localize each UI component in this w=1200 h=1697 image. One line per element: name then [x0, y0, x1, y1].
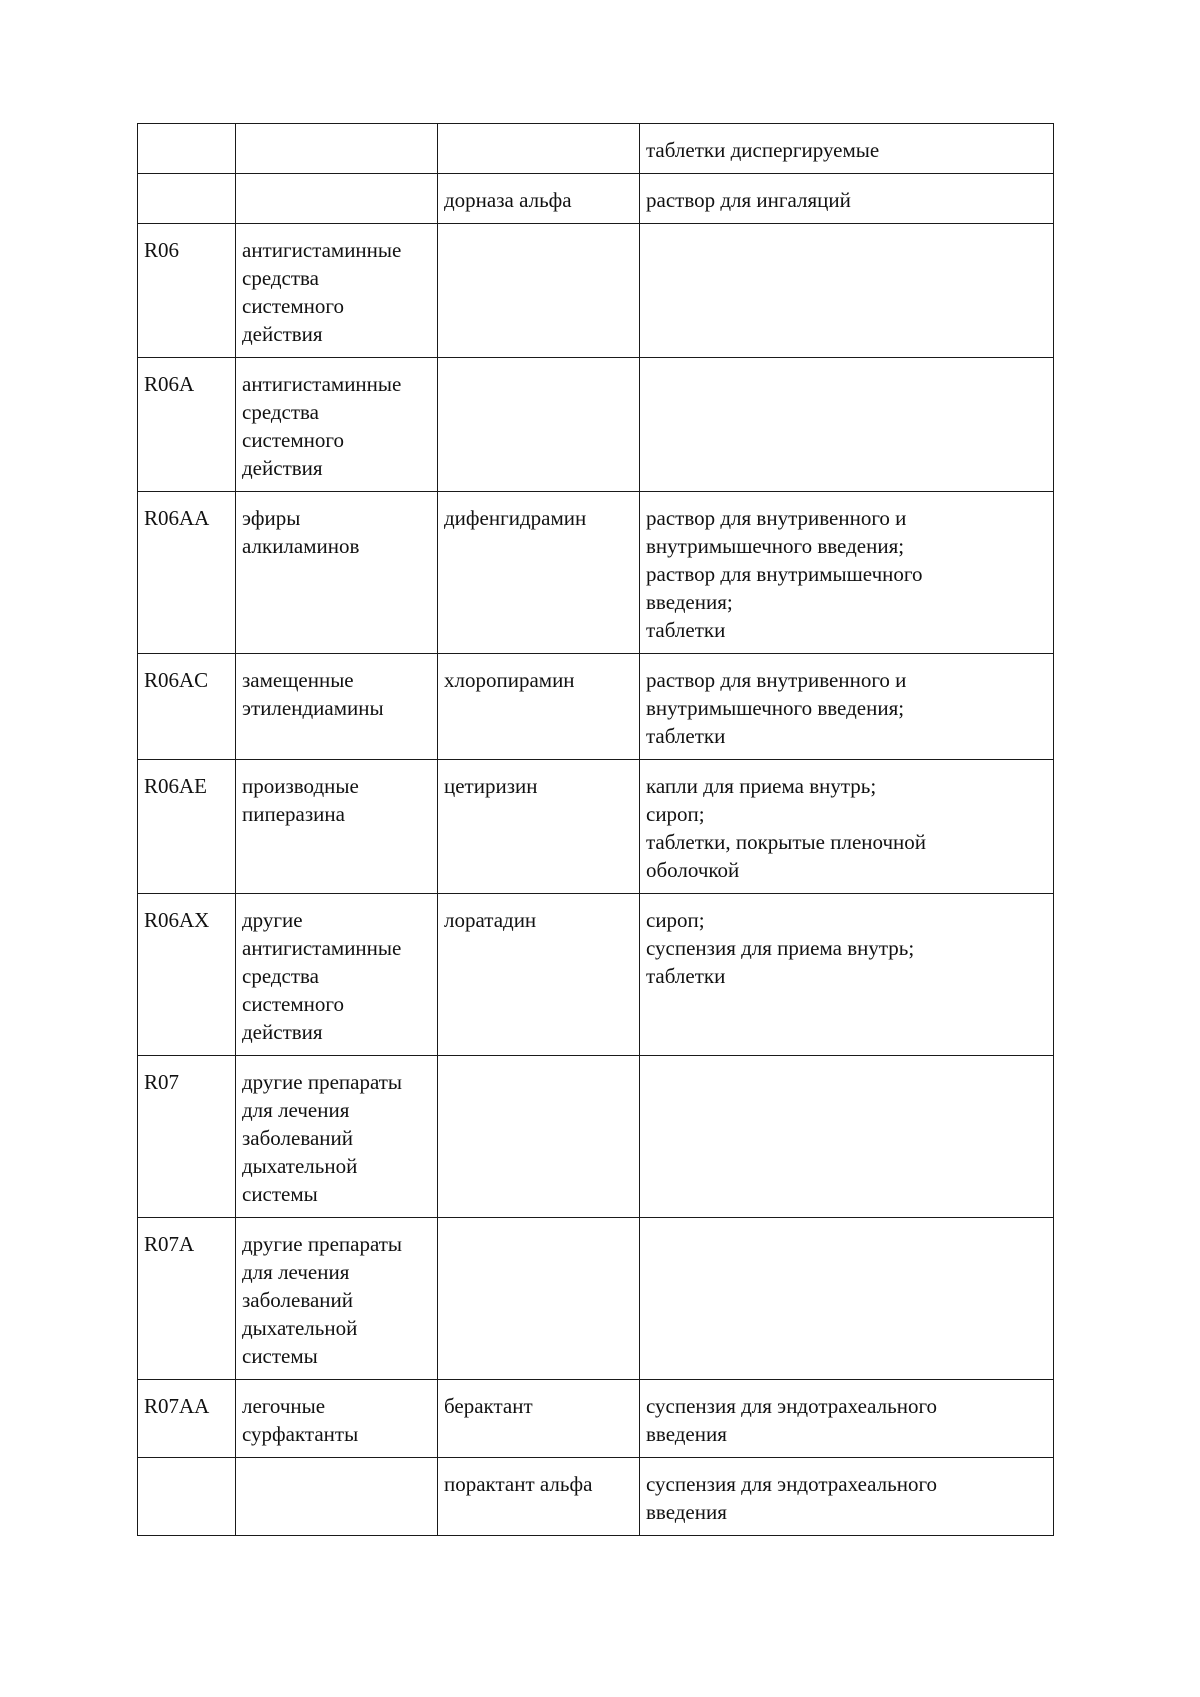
group-cell: другие антигистаминные средства системного действия: [236, 894, 438, 1056]
table-row: [138, 492, 1054, 654]
table-row: [138, 174, 1054, 224]
drug-name-cell: [438, 1218, 640, 1380]
group-cell: легочные сурфактанты: [236, 1380, 438, 1458]
atc-code-cell: R06AC: [138, 654, 236, 760]
dosage-form-cell: [640, 358, 1054, 492]
dosage-form-cell: суспензия для эндотрахеального введения: [640, 1380, 1054, 1458]
drug-name-cell: [438, 124, 640, 174]
dosage-form-cell: [640, 224, 1054, 358]
table-row: [138, 894, 1054, 1056]
dosage-form-cell: [640, 1056, 1054, 1218]
table-row: [138, 358, 1054, 492]
table-row: [138, 224, 1054, 358]
group-cell: замещенные этилендиамины: [236, 654, 438, 760]
group-cell: антигистаминные средства системного действия: [236, 224, 438, 358]
group-cell: [236, 1458, 438, 1536]
dosage-form-cell: [640, 1218, 1054, 1380]
dosage-form-cell: капли для приема внутрь; сироп; таблетки, покрытые пленочной оболочкой: [640, 760, 1054, 894]
atc-code-cell: R06: [138, 224, 236, 358]
dosage-form-cell: раствор для внутривенного и внутримышечного введения; раствор для внутримышечного введения; таблетки: [640, 492, 1054, 654]
drug-name-cell: лоратадин: [438, 894, 640, 1056]
atc-code-cell: R07AA: [138, 1380, 236, 1458]
group-cell: другие препараты для лечения заболеваний дыхательной системы: [236, 1056, 438, 1218]
table-row: [138, 1380, 1054, 1458]
atc-code-cell: R06AX: [138, 894, 236, 1056]
atc-code-cell: [138, 174, 236, 224]
group-cell: [236, 124, 438, 174]
group-cell: другие препараты для лечения заболеваний дыхательной системы: [236, 1218, 438, 1380]
group-cell: [236, 174, 438, 224]
table-row: [138, 760, 1054, 894]
drug-name-cell: [438, 224, 640, 358]
group-cell: антигистаминные средства системного действия: [236, 358, 438, 492]
drug-name-cell: порактант альфа: [438, 1458, 640, 1536]
table-row: [138, 1218, 1054, 1380]
atc-code-cell: R07A: [138, 1218, 236, 1380]
drug-table: [137, 123, 1054, 1536]
atc-code-cell: [138, 1458, 236, 1536]
table-row: [138, 1458, 1054, 1536]
dosage-form-cell: таблетки диспергируемые: [640, 124, 1054, 174]
group-cell: эфиры алкиламинов: [236, 492, 438, 654]
drug-name-cell: цетиризин: [438, 760, 640, 894]
drug-name-cell: дифенгидрамин: [438, 492, 640, 654]
table-row: [138, 654, 1054, 760]
atc-code-cell: R07: [138, 1056, 236, 1218]
dosage-form-cell: сироп; суспензия для приема внутрь; таблетки: [640, 894, 1054, 1056]
dosage-form-cell: раствор для внутривенного и внутримышечного введения; таблетки: [640, 654, 1054, 760]
atc-code-cell: R06AE: [138, 760, 236, 894]
drug-name-cell: берактант: [438, 1380, 640, 1458]
atc-code-cell: R06A: [138, 358, 236, 492]
drug-name-cell: дорназа альфа: [438, 174, 640, 224]
atc-code-cell: [138, 124, 236, 174]
drug-name-cell: [438, 358, 640, 492]
group-cell: производные пиперазина: [236, 760, 438, 894]
drug-name-cell: [438, 1056, 640, 1218]
table-row: [138, 124, 1054, 174]
table-row: [138, 1056, 1054, 1218]
atc-code-cell: R06AA: [138, 492, 236, 654]
drug-name-cell: хлоропирамин: [438, 654, 640, 760]
dosage-form-cell: раствор для ингаляций: [640, 174, 1054, 224]
dosage-form-cell: суспензия для эндотрахеального введения: [640, 1458, 1054, 1536]
